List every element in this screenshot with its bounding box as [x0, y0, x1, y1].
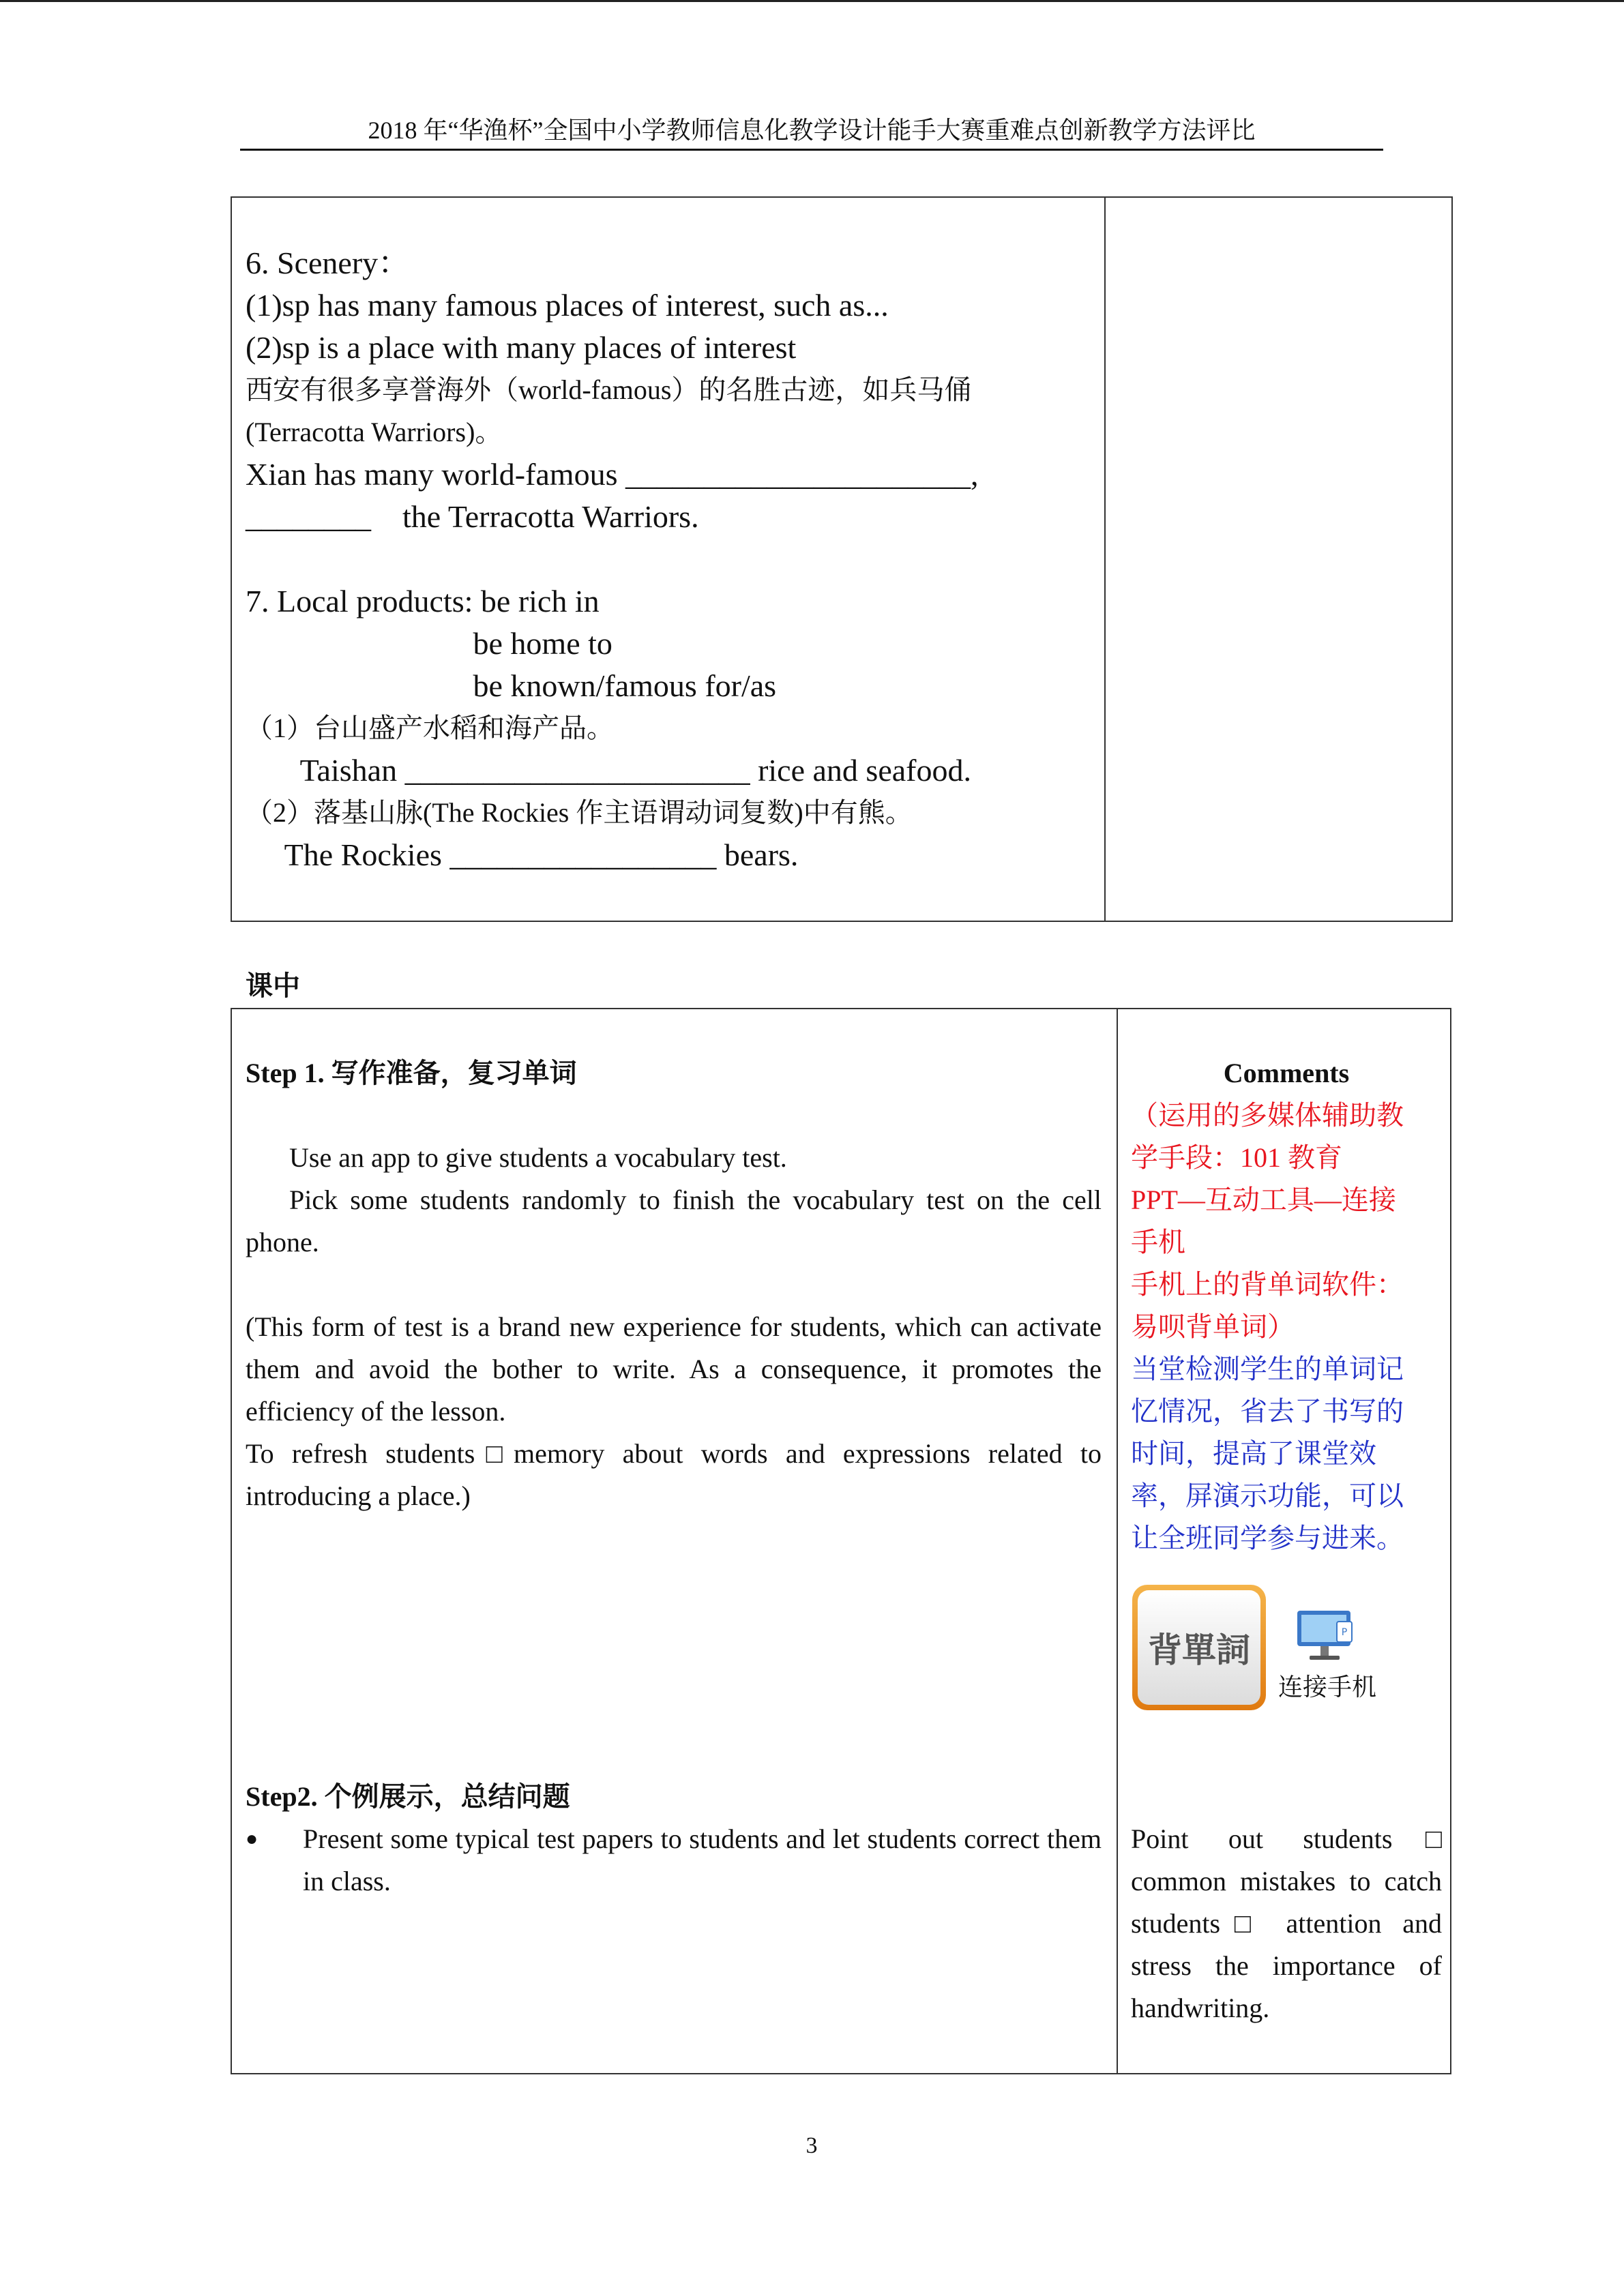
scenery-cn-sentence-cont: (Terracotta Warriors)。	[246, 417, 503, 447]
comments-title: Comments	[1223, 1058, 1350, 1088]
svg-text:P: P	[1341, 1627, 1348, 1638]
comments-blue-line-2: 忆情况，省去了书写的	[1131, 1396, 1404, 1427]
step1-paragraph-2: Pick some students randomly to finish the vocabulary test on the cell phone.	[246, 1184, 1102, 1257]
page-header: 2018 年“华渔杯”全国中小学教师信息化教学设计能手大赛重难点创新教学方法评比	[368, 117, 1256, 144]
comments-blue-line-4: 率，屏演示功能，可以	[1131, 1480, 1404, 1511]
step2-bullet-item	[246, 1818, 1102, 1903]
comments-red-line-4: 手机	[1131, 1227, 1185, 1257]
exercise-2-cn: （2）落基山脉(The Rockies 作主语谓动词复数)中有熊。	[246, 797, 913, 828]
table-pre-class-content	[246, 242, 1098, 876]
connect-phone-label: 连接手机	[1278, 1673, 1377, 1701]
vocabulary-app-icon	[1132, 1585, 1266, 1710]
comments-red-line-3: PPT—互动工具—连接	[1131, 1184, 1396, 1215]
table-pre-class-divider	[1104, 196, 1106, 922]
top-border-line	[0, 0, 1624, 2]
vocabulary-app-icon-label: 背單詞	[1138, 1590, 1260, 1705]
scenery-pattern-1: (1)sp has many famous places of interest, such as...	[246, 288, 889, 323]
comments-blue-line-1: 当堂检测学生的单词记	[1131, 1354, 1404, 1384]
blank-line	[246, 1094, 1102, 1137]
exercise-1-cn: （1）台山盛产水稻和海产品。	[246, 713, 614, 743]
scenery-exercise-line-1: Xian has many world-famous ______________________,	[246, 457, 979, 492]
local-products-pattern-3: be known/famous for/as	[246, 668, 777, 703]
step1-content	[246, 1052, 1102, 1517]
comments-red-line-2: 学手段：101 教育	[1131, 1142, 1342, 1173]
scenery-cn-sentence: 西安有很多享誉海外（world-famous）的名胜古迹，如兵马俑	[246, 374, 972, 405]
step2-heading: Step2. 个例展示，总结问题	[246, 1781, 570, 1812]
bullet-dot-icon: ●	[246, 1828, 259, 1850]
scenery-heading: 6. Scenery：	[246, 245, 410, 280]
step2-bullet-text: Present some typical test papers to students and let students correct them in class.	[303, 1823, 1102, 1896]
section-label-in-class: 课中	[246, 970, 300, 1001]
local-products-heading: 7. Local products: be rich in	[246, 584, 600, 618]
comments-blue-line-3: 时间，提高了课堂效	[1131, 1438, 1376, 1469]
computer-monitor-icon	[1293, 1608, 1359, 1668]
step1-paragraph-1: Use an app to give students a vocabulary test.	[289, 1142, 787, 1173]
exercise-1-en: Taishan ______________________ rice and seafood.	[246, 753, 971, 788]
step1-paragraph-3: (This form of test is a brand new experience for students, which can activate them and avoid the bother to write. As a consequence, it promotes the efficiency of the lesson.	[246, 1311, 1102, 1427]
blank-line	[246, 1264, 1102, 1306]
blank-line	[246, 538, 1098, 580]
exercise-2-en: The Rockies _________________ bears.	[246, 837, 799, 872]
comments-blue-line-5: 让全班同学参与进来。	[1131, 1523, 1404, 1553]
scenery-exercise-line-2: ________ the Terracotta Warriors.	[246, 499, 699, 534]
comments-red-line-1: （运用的多媒体辅助教	[1131, 1100, 1404, 1131]
step2-comment: Point out students□ common mistakes to catch students□ attention and stress the importance of handwriting.	[1131, 1823, 1442, 2023]
step1-heading: Step 1. 写作准备，复习单词	[246, 1058, 577, 1088]
header-rule	[240, 149, 1383, 151]
comments-red-line-5: 手机上的背单词软件：	[1131, 1269, 1404, 1300]
scenery-pattern-2: (2)sp is a place with many places of interest	[246, 330, 797, 365]
comments-column	[1131, 1052, 1442, 1560]
step1-paragraph-4: To refresh students□memory about words and expressions related to introducing a place.)	[246, 1438, 1102, 1511]
local-products-pattern-2: be home to	[246, 626, 612, 661]
comments-red-line-6: 易呗背单词）	[1131, 1311, 1295, 1342]
step2-content	[246, 1776, 1102, 1903]
table-in-class-divider	[1117, 1008, 1118, 2074]
page-number: 3	[806, 2133, 818, 2158]
